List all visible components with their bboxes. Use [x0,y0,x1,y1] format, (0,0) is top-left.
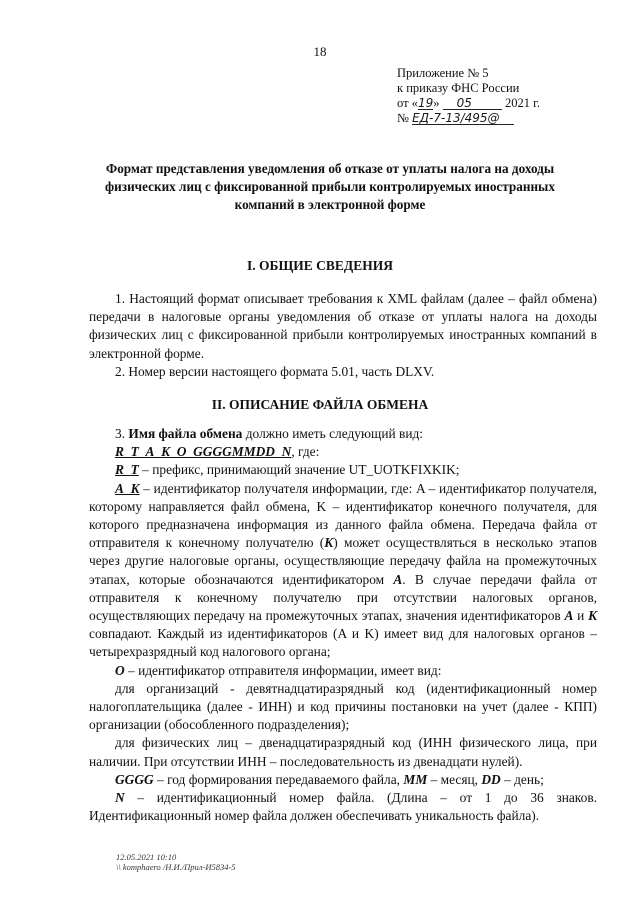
n-text: – идентификационный номер файла. (Длина – от 1 до 36 знаков. Идентификационный номер файла должен обеспечивать уникальность файла). [89,790,597,824]
ak-k-2: K [588,608,598,624]
p3-number: 3. [115,426,126,441]
filename-pattern-line [89,443,597,461]
mm-text: – месяц, [430,771,479,787]
gggg-text: – год формирования передаваемого файла, [157,771,401,787]
date-day: 19 [417,96,434,110]
ak-a-1: A [393,571,403,587]
date-mid: » [433,96,440,110]
number-prefix: № [397,111,409,125]
order-number: ЕД-7-13/495@ [412,112,513,125]
section-2-body [89,425,597,825]
appendix-block [397,66,607,126]
date-prefix: от « [397,96,418,110]
o-text: – идентификатор отправителя информации, имеет вид: [128,662,442,678]
ak-k-1: K [324,535,334,551]
appendix-date [397,96,607,111]
ak-definition [89,480,597,662]
o-term: O [115,662,125,678]
section-1-body [89,290,597,381]
ak-text-2: ) может осуществляться в несколько этапов через другие налоговые органы, осуществляющие передачу файла на промежуточных этапах, которые обозначаются идентификатором [89,535,598,587]
filename-suffix: , где: [291,444,320,460]
filename-pattern: R_T_A_K_O_GGGGMMDD_N [115,444,292,460]
p3-bold: Имя файла обмена [128,426,243,441]
appendix-number [397,111,607,126]
section-2-heading: II. ОПИСАНИЕ ФАЙЛА ОБМЕНА [211,397,429,412]
ak-text-4: совпадают. Каждый из идентификаторов (A и K) имеет вид для налоговых органов – четырехразрядный код налогового органа; [89,626,597,660]
n-term: N [115,790,125,806]
rt-text: – префикс, принимающий значение UT_UOTKFIXKIK; [142,462,460,478]
ak-term: A_K [115,480,140,496]
ak-a-2: A [564,608,574,624]
date-month: 05 [443,97,502,110]
section-1-heading: I. ОБЩИЕ СВЕДЕНИЯ [247,258,393,273]
gggg-term: GGGG [115,771,154,787]
p3-rest: должно иметь следующий вид: [245,426,424,441]
ak-text-3: . В случае передачи файла от отправителя к конечному получателю при отсутствии налоговых органов, осуществляющих передачу на промежуточных этапах, значения идентификаторов [89,571,597,624]
paragraph-2: 2. Номер версии настоящего формата 5.01, часть DLXV. [115,363,435,379]
date-definition [89,771,597,789]
page-number: 18 [313,44,327,59]
mm-term: MM [403,771,428,787]
document-title: Формат представления уведомления об отказе от уплаты налога на доходы физических лиц с фиксированной прибыли контролируемых иностранных компаний в электронной форме [105,161,555,212]
organization-definition: для организаций - девятнадцатиразрядный код (идентификационный номер налогоплательщика (далее - ИНН) и код причины постановки на учет (далее - КПП) организации (обособленного подразделения); [89,680,597,733]
appendix-line-1: Приложение № 5 [397,66,489,80]
dd-term: DD [481,771,501,787]
stamp-line-1: 12.05.2021 10:10 [116,852,177,862]
print-stamp [116,852,236,872]
ak-text-1: – идентификатор получателя информации, где: A – идентификатор получателя, которому направляется файл обмена, K – идентификатор конечного получателя, для которого предназначена информация из данного файла обмена. Передача файла от отправителя к конечному получателю ( [89,480,597,551]
o-definition [89,662,597,680]
n-definition [89,789,597,825]
paragraph-1: 1. Настоящий формат описывает требования к XML файлам (далее – файл обмена) передачи в налоговые органы уведомления об отказе от уплаты налога на доходы физических лиц с фиксированной прибыли контролируемых иностранных компаний в электронной форме. [89,291,597,361]
individual-definition: для физических лиц – двенадцатиразрядный код (ИНН физического лица, при наличии. При отсутствии ИНН – последовательность из двенадцати нулей). [89,735,597,769]
appendix-line-2: к приказу ФНС России [397,81,520,95]
date-year: 2021 г. [505,96,540,110]
paragraph-3 [89,425,597,443]
ak-and: и [577,608,585,624]
dd-text: – день; [504,771,544,787]
stamp-line-2: \\ komphaero /Н.И./Прил-И5834-5 [116,862,236,872]
rt-definition [89,461,597,479]
rt-term: R_T [115,462,139,478]
